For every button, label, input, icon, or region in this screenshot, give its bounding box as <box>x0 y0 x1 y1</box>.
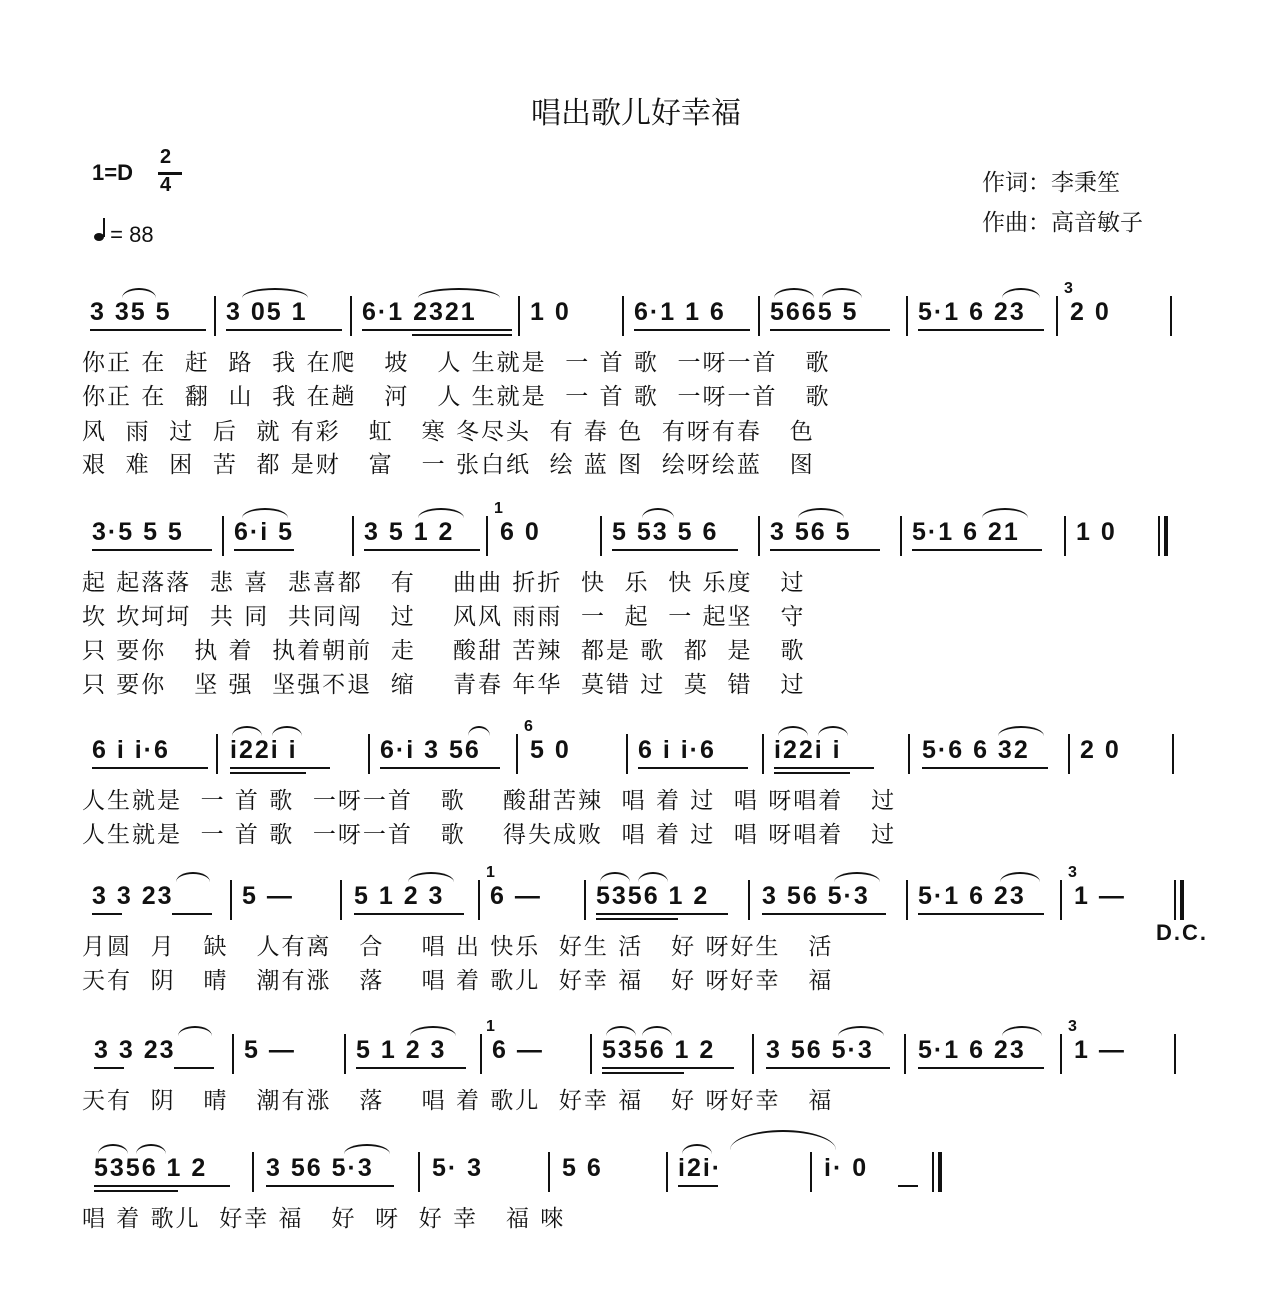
underline <box>356 1067 466 1069</box>
slur <box>408 872 454 882</box>
measure: 3 35 5 <box>90 298 172 326</box>
measure: 5·1 6 23 <box>918 1036 1026 1064</box>
measure: 5665 5 <box>770 298 859 326</box>
bar-line <box>1172 734 1174 774</box>
slur <box>1000 872 1040 882</box>
measure: 3 56 5·3 <box>762 882 870 910</box>
bar-line <box>232 1034 234 1074</box>
slur <box>418 508 464 518</box>
bar-line <box>350 296 352 336</box>
bar-line <box>904 1034 906 1074</box>
lyric-line-1: 天有 阴 晴 潮有涨 落 唱 着 歌儿 好幸 福 好 呀好幸 福 <box>82 1088 834 1114</box>
bar-line <box>900 516 902 556</box>
underline <box>94 1185 230 1187</box>
lyric-line-4: 艰 难 困 苦 都 是财 富 一 张白纸 绘 蓝 图 绘呀绘蓝 图 <box>82 452 815 478</box>
slur <box>642 508 674 518</box>
underline <box>90 329 206 331</box>
measure: 5 53 5 6 <box>612 518 719 546</box>
slur <box>1002 1026 1042 1036</box>
bar-line <box>1068 734 1070 774</box>
bar-line <box>340 880 342 920</box>
underline <box>770 329 890 331</box>
underline <box>172 913 212 915</box>
bar-line <box>908 734 910 774</box>
underline <box>230 767 330 769</box>
slur <box>242 508 288 518</box>
volta-number: 3 <box>1064 280 1073 297</box>
measure: 6 — <box>490 882 542 910</box>
bar-line <box>906 880 908 920</box>
underline <box>596 913 728 915</box>
lyric-line-4: 只 要你 坚 强 坚强不退 缩 青春 年华 莫错 过 莫 错 过 <box>82 672 806 698</box>
underline <box>354 913 464 915</box>
notation-row <box>82 864 1208 945</box>
measure: i· 0 <box>824 1154 869 1182</box>
bar-line <box>1158 516 1160 556</box>
underline <box>762 913 886 915</box>
bar-line <box>626 734 628 774</box>
measure: 3 05 1 <box>226 298 308 326</box>
bar-line <box>216 734 218 774</box>
notation-row <box>82 1018 1192 1074</box>
slur <box>822 288 862 298</box>
measure: 6 0 <box>500 518 541 546</box>
underline <box>596 918 678 920</box>
slur <box>176 872 210 882</box>
dc-marking: D.C. <box>1156 920 1208 945</box>
underline <box>380 767 500 769</box>
underline <box>412 334 512 336</box>
slur <box>642 1026 672 1036</box>
measure: 1 0 <box>530 298 571 326</box>
underline <box>230 772 306 774</box>
volta-number: 1 <box>494 500 503 517</box>
underline <box>774 772 850 774</box>
bar-line <box>810 1152 812 1192</box>
bar-line <box>584 880 586 920</box>
bar-line <box>932 1152 934 1192</box>
underline <box>602 1067 734 1069</box>
slur <box>774 288 814 298</box>
slur <box>468 726 490 736</box>
measure: 6 — <box>492 1036 544 1064</box>
measure: 5 6 <box>562 1154 603 1182</box>
bar-line <box>478 880 480 920</box>
measure: 3 56 5·3 <box>266 1154 374 1182</box>
lyric-line-1: 起 起落落 悲 喜 悲喜都 有 曲曲 折折 快 乐 快 乐度 过 <box>82 570 806 596</box>
underline <box>922 767 1048 769</box>
repeat-bar-line <box>1174 880 1176 920</box>
measure: 5356 1 2 <box>94 1154 208 1182</box>
bar-line <box>758 296 760 336</box>
measure: 6 i i·6 <box>638 736 716 764</box>
lyric-line-2: 坎 坎坷坷 共 同 共同闯 过 风风 雨雨 一 起 一 起坚 守 <box>82 604 806 630</box>
slur <box>344 1144 390 1154</box>
measure: 5· 3 <box>432 1154 484 1182</box>
bar-line <box>516 734 518 774</box>
measure: 1 0 <box>1076 518 1117 546</box>
measure: 1 — <box>1074 882 1126 910</box>
slur <box>122 288 156 298</box>
final-bar-line <box>938 1152 942 1192</box>
tie <box>730 1130 836 1150</box>
measure: 3 3 23 <box>94 1036 176 1064</box>
bar-line <box>518 296 520 336</box>
volta-number: 6 <box>524 718 533 735</box>
measure: i22i i <box>230 736 298 764</box>
measure: 5356 1 2 <box>602 1036 716 1064</box>
slur <box>834 872 880 882</box>
underline <box>770 549 880 551</box>
bar-line <box>352 516 354 556</box>
measure: 6·1 1 6 <box>634 298 726 326</box>
key-signature: 1=D <box>92 160 133 185</box>
slur <box>178 1026 212 1036</box>
measure: 3 56 5 <box>770 518 852 546</box>
lyric-line-1: 人生就是 一 首 歌 一呀一首 歌 酸甜苦辣 唱 着 过 唱 呀唱着 过 <box>82 788 897 814</box>
page-title: 唱出歌儿好幸福 <box>531 96 741 131</box>
bar-line <box>252 1152 254 1192</box>
underline <box>92 767 208 769</box>
quarter-note-icon <box>94 218 104 240</box>
bar-line <box>758 516 760 556</box>
underline <box>226 329 342 331</box>
bar-line <box>230 880 232 920</box>
measure: 5 1 2 3 <box>356 1036 447 1064</box>
slur <box>982 508 1028 518</box>
slur <box>838 1026 884 1036</box>
slur <box>638 872 668 882</box>
measure: 5·1 6 21 <box>912 518 1020 546</box>
underline <box>634 329 750 331</box>
underline <box>94 1190 178 1192</box>
lyric-line-3: 只 要你 执 着 执着朝前 走 酸甜 苦辣 都是 歌 都 是 歌 <box>82 638 806 664</box>
notation-row <box>82 500 1192 556</box>
measure: 5·1 6 23 <box>918 298 1026 326</box>
volta-number: 1 <box>486 864 495 881</box>
bar-line <box>748 880 750 920</box>
bar-line <box>1056 296 1058 336</box>
bar-line <box>486 516 488 556</box>
underline <box>766 1067 890 1069</box>
measure: 5 0 <box>530 736 571 764</box>
bar-line <box>368 734 370 774</box>
composer-credit: 作曲：高音敏子 <box>982 210 1143 236</box>
bar-line <box>548 1152 550 1192</box>
slur <box>418 288 500 298</box>
notation-row <box>82 1152 1192 1192</box>
tempo-marking <box>94 218 154 248</box>
lyric-line-2: 天有 阴 晴 潮有涨 落 唱 着 歌儿 好幸 福 好 呀好幸 福 <box>82 968 834 994</box>
underline <box>678 1185 718 1187</box>
measure: 2 0 <box>1080 736 1121 764</box>
slur <box>818 726 848 736</box>
notation-row <box>82 280 1192 336</box>
underline <box>92 913 122 915</box>
slur <box>232 726 262 736</box>
underline <box>918 1067 1044 1069</box>
bar-line <box>1064 516 1066 556</box>
underline <box>364 549 480 551</box>
underline <box>638 767 748 769</box>
measure: 2 0 <box>1070 298 1111 326</box>
bar-line <box>590 1034 592 1074</box>
bar-line <box>906 296 908 336</box>
underline <box>898 1185 918 1187</box>
measure: 5 — <box>242 882 294 910</box>
time-signature-bottom: 4 <box>160 174 172 196</box>
slur <box>778 726 808 736</box>
bar-line <box>1060 1034 1062 1074</box>
measure: 3 5 1 2 <box>364 518 455 546</box>
slur <box>998 726 1044 736</box>
underline <box>918 913 1044 915</box>
underline <box>918 329 1044 331</box>
bar-line <box>344 1034 346 1074</box>
measure: 3 3 23 <box>92 882 174 910</box>
underline <box>92 549 212 551</box>
lyric-line-3: 风 雨 过 后 就 有彩 虹 寒 冬尽头 有 春 色 有呀有春 色 <box>82 419 815 445</box>
slur <box>272 726 302 736</box>
underline <box>774 767 874 769</box>
measure: 6 i i·6 <box>92 736 170 764</box>
slur <box>606 1026 636 1036</box>
lyricist-credit: 作词：李秉笙 <box>982 170 1120 196</box>
slur <box>410 1026 456 1036</box>
bar-line <box>480 1034 482 1074</box>
bar-line <box>1060 880 1062 920</box>
underline <box>234 549 294 551</box>
bar-line <box>1174 1034 1176 1074</box>
bar-line <box>752 1034 754 1074</box>
volta-number: 1 <box>486 1018 495 1035</box>
measure: 3 56 5·3 <box>766 1036 874 1064</box>
slur <box>682 1144 712 1154</box>
slur <box>242 288 308 298</box>
slur <box>136 1144 166 1154</box>
bar-line <box>418 1152 420 1192</box>
underline <box>362 329 512 331</box>
time-signature-top: 2 <box>160 146 172 168</box>
measure: 6·i 3 56 <box>380 736 481 764</box>
measure: 6·i 5 <box>234 518 295 546</box>
lyric-line-1: 唱 着 歌儿 好幸 福 好 呀 好 幸 福 唻 <box>82 1206 566 1232</box>
measure: 5·6 6 32 <box>922 736 1030 764</box>
bar-line <box>666 1152 668 1192</box>
slur <box>600 872 630 882</box>
lyric-line-2: 人生就是 一 首 歌 一呀一首 歌 得失成败 唱 着 过 唱 呀唱着 过 <box>82 822 897 848</box>
bar-line <box>1170 296 1172 336</box>
measure: 5 1 2 3 <box>354 882 445 910</box>
measure: i2i· <box>678 1154 723 1182</box>
underline <box>266 1185 394 1187</box>
volta-number: 3 <box>1068 1018 1077 1035</box>
underline <box>174 1067 214 1069</box>
lyric-line-1: 你正 在 赶 路 我 在爬 坡 人 生就是 一 首 歌 一呀一首 歌 <box>82 350 831 376</box>
measure: 5 — <box>244 1036 296 1064</box>
lyric-line-2: 你正 在 翻 山 我 在趟 河 人 生就是 一 首 歌 一呀一首 歌 <box>82 384 831 410</box>
underline <box>612 549 738 551</box>
measure: 5·1 6 23 <box>918 882 1026 910</box>
slur <box>1002 288 1040 298</box>
lyric-line-1: 月圆 月 缺 人有离 合 唱 出 快乐 好生 活 好 呀好生 活 <box>82 934 834 960</box>
slur <box>798 508 844 518</box>
underline <box>94 1067 124 1069</box>
measure: i22i i <box>774 736 842 764</box>
bar-line <box>222 516 224 556</box>
measure: 3·5 5 5 <box>92 518 184 546</box>
measure: 5356 1 2 <box>596 882 710 910</box>
bar-line <box>214 296 216 336</box>
bar-line <box>622 296 624 336</box>
notation-row <box>82 718 1192 774</box>
slur <box>98 1144 128 1154</box>
underline <box>602 1072 684 1074</box>
measure: 1 — <box>1074 1036 1126 1064</box>
bar-line <box>762 734 764 774</box>
measure: 6·1 2321 <box>362 298 477 326</box>
bar-line <box>600 516 602 556</box>
repeat-bar-line <box>1164 516 1168 556</box>
tempo-value: = 88 <box>110 222 154 247</box>
volta-number: 3 <box>1068 864 1077 881</box>
repeat-bar-line <box>1180 880 1184 920</box>
underline <box>912 549 1042 551</box>
